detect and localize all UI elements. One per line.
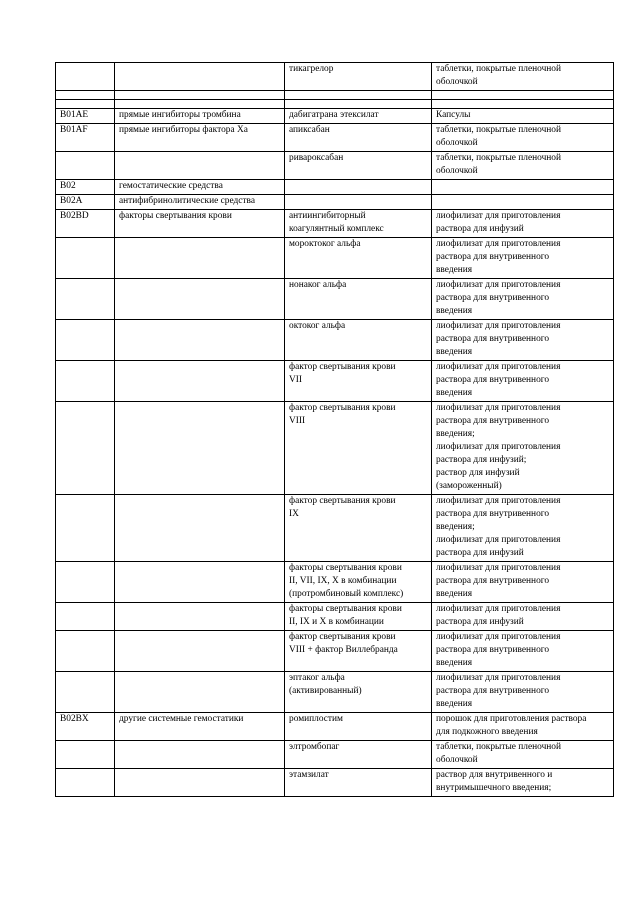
- dosage-form-cell: лиофилизат для приготовления раствора для внутривенного введения; лиофилизат для приготовления раствора для инфузий; раствор для инфузий (замороженный): [432, 402, 614, 495]
- table-row: [56, 109, 614, 124]
- pharm-group-cell: другие системные гемостатики: [115, 713, 285, 741]
- atc-code-cell: B02A: [56, 195, 115, 210]
- atc-code-cell: [56, 279, 115, 320]
- pharm-group-cell: [115, 402, 285, 495]
- atc-code-cell: [56, 238, 115, 279]
- pharm-group-cell: [115, 741, 285, 769]
- atc-code-cell: [56, 361, 115, 402]
- pharm-group-cell: [115, 769, 285, 797]
- table-row: [56, 603, 614, 631]
- atc-code-cell: [56, 91, 115, 100]
- dosage-form-cell: лиофилизат для приготовления раствора для внутривенного введения: [432, 279, 614, 320]
- table-body: [56, 63, 614, 797]
- atc-code-cell: [56, 603, 115, 631]
- atc-code-cell: [56, 631, 115, 672]
- pharm-group-cell: [115, 320, 285, 361]
- drug-name-cell: апиксабан: [285, 124, 432, 152]
- drug-name-cell: факторы свертывания крови II, IX и X в комбинации: [285, 603, 432, 631]
- atc-code-cell: [56, 402, 115, 495]
- pharm-group-cell: [115, 100, 285, 109]
- pharm-group-cell: антифибринолитические средства: [115, 195, 285, 210]
- table-row: [56, 713, 614, 741]
- pharm-group-cell: [115, 238, 285, 279]
- atc-code-cell: [56, 495, 115, 562]
- dosage-form-cell: раствор для внутривенного и внутримышечного введения;: [432, 769, 614, 797]
- pharm-group-cell: [115, 603, 285, 631]
- table-row: [56, 741, 614, 769]
- table-spacer-row: [56, 100, 614, 109]
- table-row: [56, 152, 614, 180]
- atc-code-cell: [56, 562, 115, 603]
- dosage-form-cell: таблетки, покрытые пленочной оболочкой: [432, 124, 614, 152]
- table-row: [56, 769, 614, 797]
- drug-name-cell: этамзилат: [285, 769, 432, 797]
- dosage-form-cell: Капсулы: [432, 109, 614, 124]
- table-row: [56, 495, 614, 562]
- pharm-group-cell: прямые ингибиторы фактора Ха: [115, 124, 285, 152]
- dosage-form-cell: лиофилизат для приготовления раствора для внутривенного введения: [432, 562, 614, 603]
- dosage-form-cell: [432, 100, 614, 109]
- atc-code-cell: [56, 100, 115, 109]
- atc-code-cell: [56, 152, 115, 180]
- drug-name-cell: фактор свертывания крови VIII + фактор Виллебранда: [285, 631, 432, 672]
- dosage-form-cell: лиофилизат для приготовления раствора для внутривенного введения: [432, 238, 614, 279]
- dosage-form-cell: лиофилизат для приготовления раствора для внутривенного введения: [432, 672, 614, 713]
- drug-name-cell: тикагрелор: [285, 63, 432, 91]
- dosage-form-cell: лиофилизат для приготовления раствора для внутривенного введения: [432, 631, 614, 672]
- drug-name-cell: [285, 100, 432, 109]
- dosage-form-cell: таблетки, покрытые пленочной оболочкой: [432, 63, 614, 91]
- atc-code-cell: [56, 769, 115, 797]
- pharm-group-cell: [115, 91, 285, 100]
- pharm-group-cell: [115, 152, 285, 180]
- table-row: [56, 320, 614, 361]
- drug-name-cell: дабигатрана этексилат: [285, 109, 432, 124]
- pharm-group-cell: [115, 361, 285, 402]
- atc-code-cell: B02BX: [56, 713, 115, 741]
- atc-code-cell: [56, 741, 115, 769]
- atc-code-cell: B01AF: [56, 124, 115, 152]
- dosage-form-cell: лиофилизат для приготовления раствора для внутривенного введения; лиофилизат для приготовления раствора для инфузий: [432, 495, 614, 562]
- table-row: [56, 210, 614, 238]
- pharm-group-cell: гемостатические средства: [115, 180, 285, 195]
- dosage-form-cell: лиофилизат для приготовления раствора для инфузий: [432, 603, 614, 631]
- drug-name-cell: антиингибиторный коагулянтный комплекс: [285, 210, 432, 238]
- table-row: [56, 672, 614, 713]
- drug-name-cell: элтромбопаг: [285, 741, 432, 769]
- drug-name-cell: фактор свертывания крови VIII: [285, 402, 432, 495]
- table-row: [56, 402, 614, 495]
- pharm-group-cell: [115, 672, 285, 713]
- drug-name-cell: октоког альфа: [285, 320, 432, 361]
- table-row: [56, 195, 614, 210]
- pharm-group-cell: [115, 279, 285, 320]
- atc-code-cell: B01AE: [56, 109, 115, 124]
- table-spacer-row: [56, 91, 614, 100]
- pharm-group-cell: факторы свертывания крови: [115, 210, 285, 238]
- drug-name-cell: факторы свертывания крови II, VII, IX, X в комбинации (протромбиновый комплекс): [285, 562, 432, 603]
- dosage-form-cell: порошок для приготовления раствора для подкожного введения: [432, 713, 614, 741]
- dosage-form-cell: таблетки, покрытые пленочной оболочкой: [432, 741, 614, 769]
- drug-name-cell: ромиплостим: [285, 713, 432, 741]
- atc-code-cell: B02BD: [56, 210, 115, 238]
- drug-name-cell: фактор свертывания крови VII: [285, 361, 432, 402]
- drug-name-cell: эптаког альфа (активированный): [285, 672, 432, 713]
- table-row: [56, 63, 614, 91]
- drug-name-cell: фактор свертывания крови IX: [285, 495, 432, 562]
- atc-code-cell: [56, 672, 115, 713]
- atc-code-cell: [56, 63, 115, 91]
- dosage-form-cell: лиофилизат для приготовления раствора для внутривенного введения: [432, 361, 614, 402]
- table-row: [56, 124, 614, 152]
- pharm-group-cell: [115, 495, 285, 562]
- table-row: [56, 279, 614, 320]
- drug-name-cell: нонаког альфа: [285, 279, 432, 320]
- drug-name-cell: [285, 91, 432, 100]
- table-row: [56, 180, 614, 195]
- pharm-group-cell: прямые ингибиторы тромбина: [115, 109, 285, 124]
- pharm-group-cell: [115, 562, 285, 603]
- table-row: [56, 562, 614, 603]
- drug-table: [55, 62, 614, 797]
- dosage-form-cell: таблетки, покрытые пленочной оболочкой: [432, 152, 614, 180]
- atc-code-cell: B02: [56, 180, 115, 195]
- table-row: [56, 631, 614, 672]
- drug-name-cell: [285, 195, 432, 210]
- dosage-form-cell: [432, 180, 614, 195]
- pharm-group-cell: [115, 631, 285, 672]
- table-row: [56, 361, 614, 402]
- dosage-form-cell: лиофилизат для приготовления раствора для внутривенного введения: [432, 320, 614, 361]
- atc-code-cell: [56, 320, 115, 361]
- drug-name-cell: [285, 180, 432, 195]
- drug-name-cell: ривароксабан: [285, 152, 432, 180]
- dosage-form-cell: [432, 195, 614, 210]
- drug-name-cell: мороктоког альфа: [285, 238, 432, 279]
- dosage-form-cell: лиофилизат для приготовления раствора для инфузий: [432, 210, 614, 238]
- pharm-group-cell: [115, 63, 285, 91]
- dosage-form-cell: [432, 91, 614, 100]
- table-row: [56, 238, 614, 279]
